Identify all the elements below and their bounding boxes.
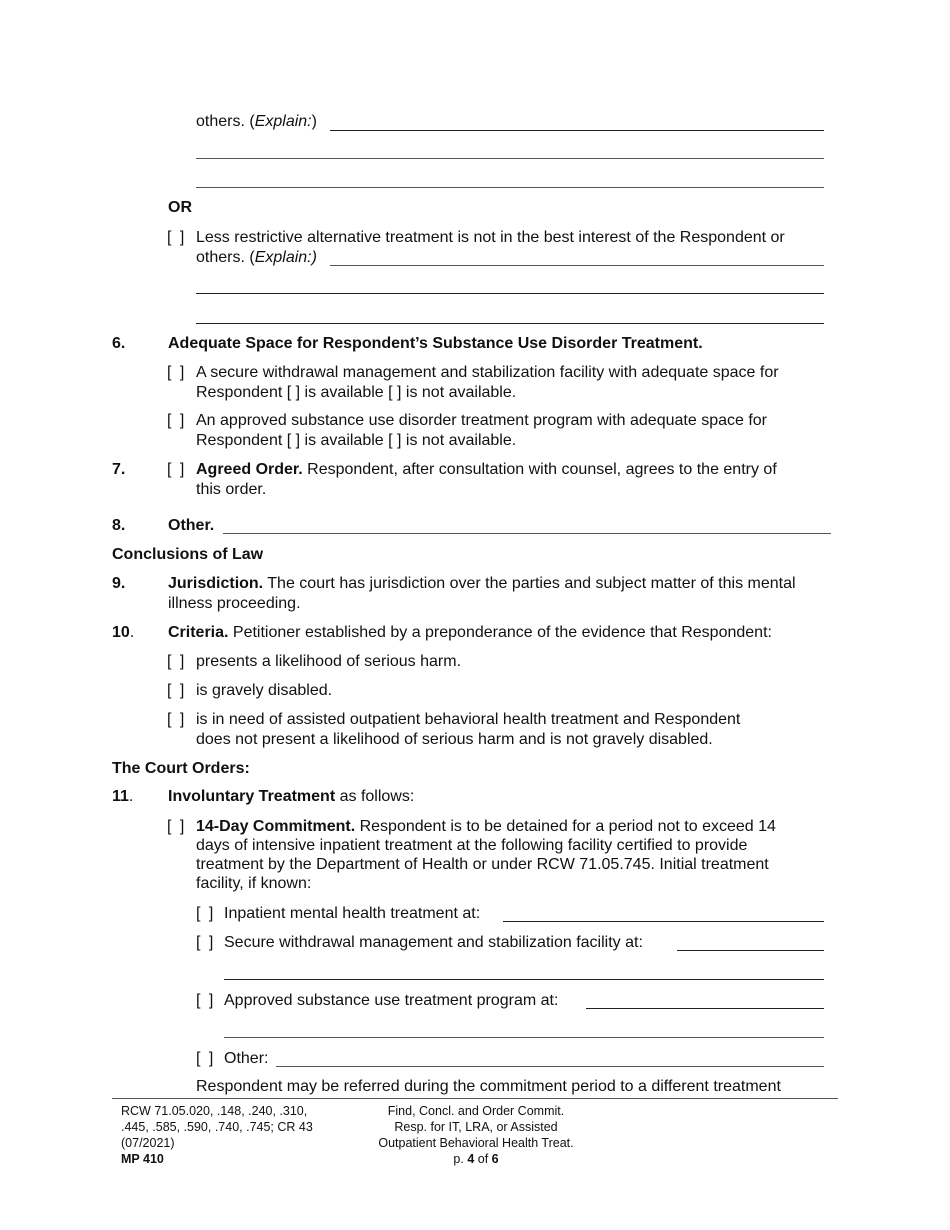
facility-withdrawal-blank-2[interactable] [224,979,824,980]
explain-blank[interactable] [330,130,824,131]
section-6-item1-line1: A secure withdrawal management and stabilization facility with adequate space for [196,364,779,381]
facility-other-label: Other: [224,1050,269,1067]
facility-withdrawal-checkbox[interactable]: [ ] [196,934,216,951]
section-9-number: 9. [112,575,126,592]
section-6-item1-line2: Respondent [ ] is available [ ] is not available. [196,384,517,401]
section-7-number: 7. [112,461,126,478]
section-6-title: Adequate Space for Respondent’s Substance Use Disorder Treatment. [168,335,703,352]
footer-divider [112,1098,838,1099]
referral-line: Respondent may be referred during the commitment period to a different treatment [196,1078,781,1095]
section-10-number: 10. [112,624,135,641]
facility-substance-checkbox[interactable]: [ ] [196,992,216,1009]
section-10-line: Criteria. Petitioner established by a preponderance of the evidence that Respondent: [168,624,772,641]
criteria-option-1-checkbox[interactable]: [ ] [167,653,187,670]
facility-other-checkbox[interactable]: [ ] [196,1050,216,1067]
or-label: OR [168,199,192,216]
page-number: p. 4 of 6 [453,1152,499,1166]
commitment-line1: 14-Day Commitment. Respondent is to be detained for a period not to exceed 14 [196,818,776,835]
section-11-line: Involuntary Treatment as follows: [168,788,415,805]
lra-text-line2: others. (Explain:) [196,249,317,266]
commitment-line4: facility, if known: [196,875,312,892]
section-11-number: 11. [112,788,134,805]
section-6-item2-line1: An approved substance use disorder treatment program with adequate space for [196,412,767,429]
section-7-line1: Agreed Order. Respondent, after consultation with counsel, agrees to the entry of [196,461,777,478]
facility-substance-blank-2[interactable] [224,1037,824,1038]
criteria-option-3-line2: does not present a likelihood of serious harm and is not gravely disabled. [196,731,713,748]
conclusions-heading: Conclusions of Law [112,546,264,563]
section-8-number: 8. [112,517,126,534]
criteria-option-2-checkbox[interactable]: [ ] [167,682,187,699]
section-6-item2-line2: Respondent [ ] is available [ ] is not available. [196,432,517,449]
commitment-line3: treatment by the Department of Health or under RCW 71.05.745. Initial treatment [196,856,769,873]
facility-substance-blank[interactable] [586,1008,824,1009]
other-blank[interactable] [223,533,831,534]
orders-heading: The Court Orders: [112,760,250,777]
facility-inpatient-label: Inpatient mental health treatment at: [224,905,481,922]
facility-inpatient-blank[interactable] [503,921,824,922]
section-9-line2: illness proceeding. [168,595,301,612]
footer-center: Find, Concl. and Order Commit. Resp. for IT, LRA, or Assisted Outpatient Behavioral Health Treat. p. 4 of 6 [346,1103,606,1167]
section-9-line1: Jurisdiction. The court has jurisdiction over the parties and subject matter of this mental [168,575,796,592]
criteria-option-2: is gravely disabled. [196,682,333,699]
lra-checkbox[interactable]: [ ] [167,229,187,246]
lra-explain-blank-3[interactable] [196,323,824,324]
explain-blank-2[interactable] [196,158,824,159]
criteria-option-3-checkbox[interactable]: [ ] [167,711,187,728]
section-8-title: Other. [168,517,215,534]
section-6-item1-checkbox[interactable]: [ ] [167,364,187,381]
facility-withdrawal-blank[interactable] [677,950,824,951]
section-7-line2: this order. [196,481,267,498]
facility-substance-label: Approved substance use treatment program at: [224,992,559,1009]
criteria-option-1: presents a likelihood of serious harm. [196,653,462,670]
lra-text-line1: Less restrictive alternative treatment is not in the best interest of the Respondent or [196,229,785,246]
commitment-checkbox[interactable]: [ ] [167,818,187,835]
explain-blank-3[interactable] [196,187,824,188]
form-number: MP 410 [121,1152,164,1166]
lra-explain-blank-2[interactable] [196,293,824,294]
facility-other-blank[interactable] [276,1066,824,1067]
commitment-line2: days of intensive inpatient treatment at the following facility certified to provide [196,837,748,854]
section-6-item2-checkbox[interactable]: [ ] [167,412,187,429]
others-explain-line: others. (Explain:) [196,113,317,130]
lra-explain-blank[interactable] [330,265,824,266]
section-6-number: 6. [112,335,126,352]
footer-left: RCW 71.05.020, .148, .240, .310, .445, .585, .590, .740, .745; CR 43 (07/2021) MP 410 [121,1104,313,1166]
facility-withdrawal-label: Secure withdrawal management and stabilization facility at: [224,934,643,951]
criteria-option-3-line1: is in need of assisted outpatient behavioral health treatment and Respondent [196,711,741,728]
facility-inpatient-checkbox[interactable]: [ ] [196,905,216,922]
section-7-checkbox[interactable]: [ ] [167,461,187,478]
